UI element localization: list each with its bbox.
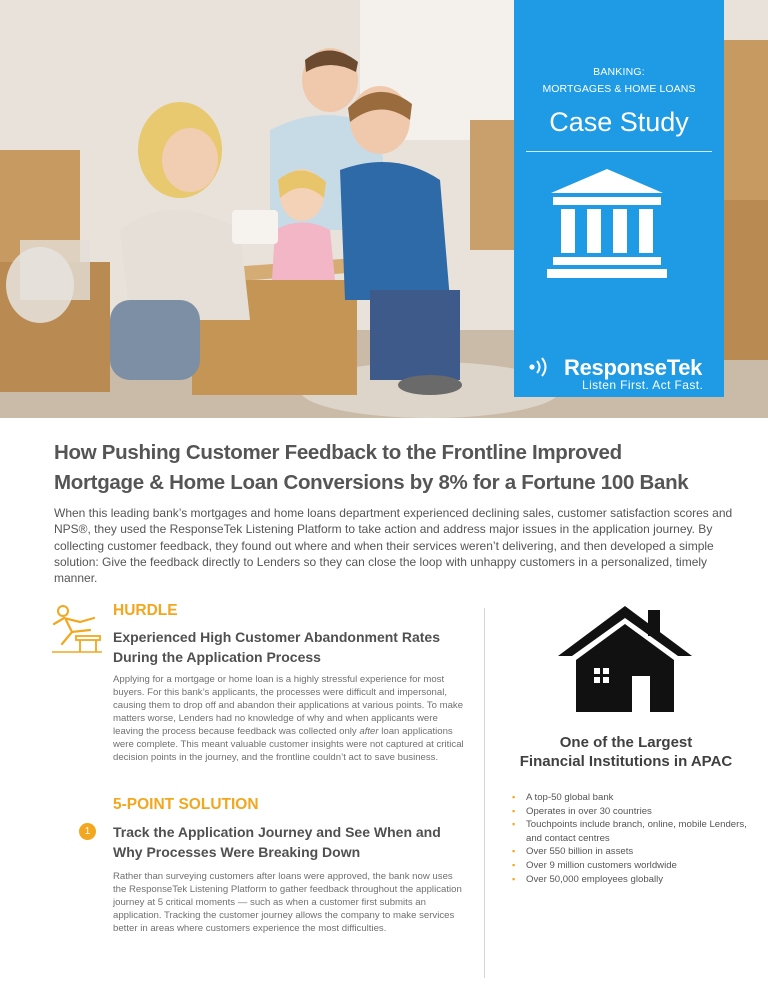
hurdle-body-emphasis: after bbox=[359, 726, 379, 737]
category-label-line2: MORTGAGES & HOME LOANS bbox=[542, 83, 696, 95]
responsetek-logo bbox=[528, 353, 718, 393]
list-item bbox=[512, 845, 762, 859]
page-title bbox=[54, 438, 734, 498]
list-item bbox=[512, 791, 762, 805]
fact-text: Touchpoints include branch, online, mobile Lenders, and contact centres bbox=[526, 819, 747, 844]
hurdle-subheading: Experienced High Customer Abandonment Rates During the Application Process bbox=[113, 629, 440, 665]
panel-divider bbox=[526, 151, 712, 152]
profile-facts-list bbox=[512, 791, 762, 886]
solution-body: Rather than surveying customers after loans were approved, the bank now uses the ResponseTek Listening Platform to gather feedback throughout the application journey at 5 critical moments — such as when a customer first submits an application. Tracking the customer journey allows the company to make services better in areas where customers experience the most difficulties. bbox=[113, 871, 462, 934]
brand-name: ResponseTek bbox=[564, 355, 703, 380]
case-study-title: Case Study bbox=[549, 107, 689, 137]
bullet-icon: ▪ bbox=[512, 819, 516, 830]
bullet-icon: ▪ bbox=[512, 846, 516, 857]
page-title-line2: Mortgage & Home Loan Conversions by 8% for a Fortune 100 Bank bbox=[54, 471, 689, 494]
hurdle-jumper-icon bbox=[50, 604, 104, 654]
page-title-line1: How Pushing Customer Feedback to the Frontline Improved bbox=[54, 441, 622, 464]
list-item bbox=[512, 805, 762, 819]
solution-heading: 5-POINT SOLUTION bbox=[113, 796, 259, 813]
list-item bbox=[512, 859, 762, 873]
bullet-icon: ▪ bbox=[512, 792, 516, 802]
bullet-icon: ▪ bbox=[512, 859, 516, 870]
list-item bbox=[512, 818, 762, 845]
fact-text: Operates in over 30 countries bbox=[526, 805, 652, 817]
solution-subheading: Track the Application Journey and See When and Why Processes Were Breaking Down bbox=[113, 824, 441, 860]
case-study-panel bbox=[514, 0, 724, 397]
category-label-line1: BANKING: bbox=[593, 66, 645, 78]
step-number-badge: 1 bbox=[79, 823, 96, 840]
fact-text: Over 550 billion in assets bbox=[526, 846, 634, 858]
list-item bbox=[512, 873, 762, 887]
hurdle-heading: HURDLE bbox=[113, 602, 178, 619]
hurdle-body bbox=[113, 673, 468, 764]
sound-wave-icon bbox=[528, 357, 552, 377]
hurdle-body-part2: loan applications were complete. This meant valuable customer insights were not captured at critical decision points in the journey, and the frontline couldn’t act to save business. bbox=[113, 726, 464, 763]
fact-text: Over 50,000 employees globally bbox=[526, 873, 664, 885]
profile-title-line1: One of the Largest bbox=[559, 734, 693, 751]
fact-text: Over 9 million customers worldwide bbox=[526, 859, 677, 871]
bullet-icon: ▪ bbox=[512, 805, 516, 816]
house-icon bbox=[556, 604, 694, 714]
bullet-icon: ▪ bbox=[512, 873, 516, 884]
profile-title bbox=[500, 733, 752, 771]
intro-paragraph: When this leading bank’s mortgages and home loans department experienced declining sales, customer satisfaction scores and NPS®, they used the ResponseTek Listening Platform to take action and address major issues in the application journey. By collecting customer feedback, they found out where and when their services weren’t delivering, and then developed a simple solution: Give the feedback directly to Lenders so they can close the loop with unhappy customers in a personalized, timely manner. bbox=[54, 506, 733, 586]
fact-text: A top-50 global bank bbox=[526, 792, 614, 803]
hurdle-body-part1: Applying for a mortgage or home loan is a highly stressful experience for most buyers. For this bank’s applicants, the processes were difficult and impersonal, causing them to drop off and abandon their applications at various points. To make matters worse, Lenders had no knowledge of why and when applicants were leaving the process because feedback was collected only bbox=[113, 674, 464, 737]
profile-title-line2: Financial Institutions in APAC bbox=[519, 753, 733, 770]
bank-building-icon bbox=[547, 167, 667, 279]
brand-slogan: Listen First. Act Fast. bbox=[582, 378, 704, 392]
column-divider bbox=[484, 608, 485, 978]
